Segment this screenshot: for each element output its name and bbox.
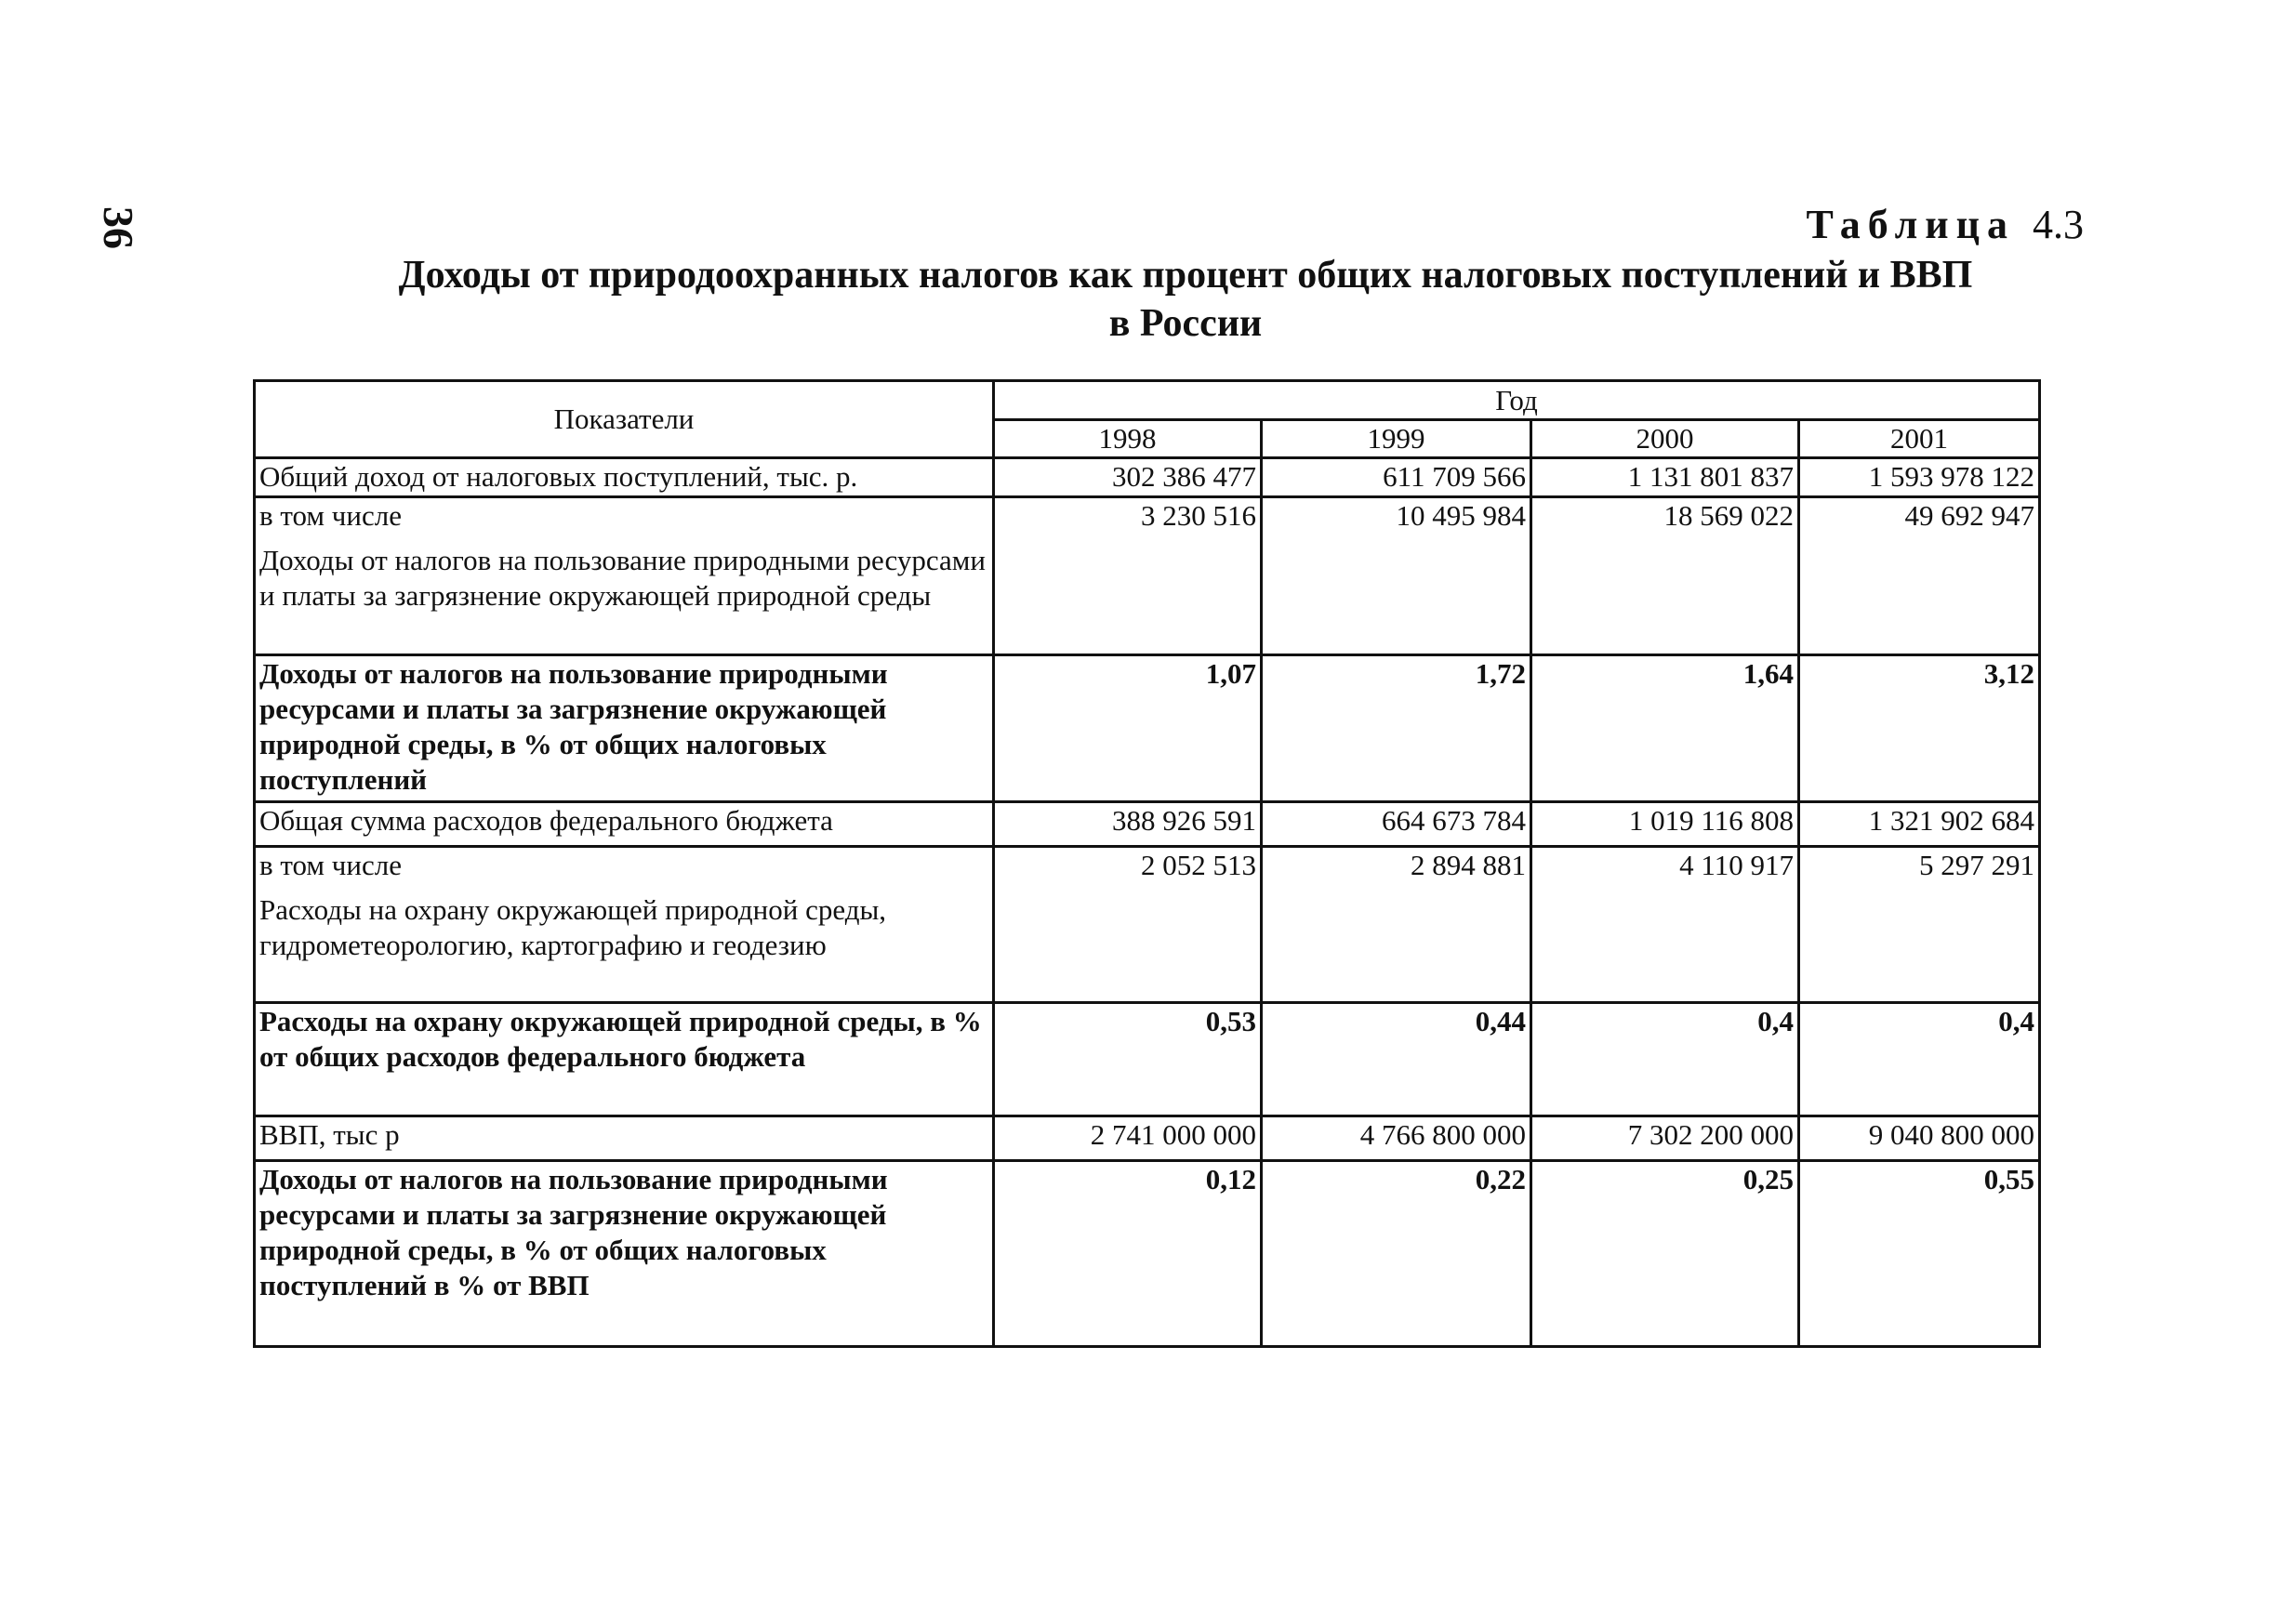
row-label: Общая сумма расходов федерального бюджета [255, 802, 994, 847]
row-sublabel: Доходы от налогов на пользование природными ресурсами и платы за загрязнение окружающей природной среды [259, 544, 987, 612]
table-row [255, 458, 2040, 497]
table-caption [1806, 201, 2084, 248]
header-year-2001: 2001 [1799, 420, 2040, 458]
row-sublabel: Расходы на охрану окружающей природной среды, гидрометеорологию, картографию и геодезию [259, 893, 887, 961]
row-value: 3 230 516 [994, 497, 1262, 655]
table-row [255, 497, 2040, 655]
row-value: 3,12 [1799, 655, 2040, 802]
header-year-1998: 1998 [994, 420, 1262, 458]
table-row [255, 1116, 2040, 1161]
row-label [255, 847, 994, 1003]
header-row-1 [255, 381, 2040, 420]
row-value: 0,53 [994, 1003, 1262, 1116]
row-label: Доходы от налогов на пользование природными ресурсами и платы за загрязнение окружающей природной среды, в % от общих налоговых поступлений в % от ВВП [255, 1161, 994, 1347]
row-value: 611 709 566 [1262, 458, 1531, 497]
title-line-1: Доходы от природоохранных налогов как процент общих налоговых поступлений и ВВП [398, 254, 1973, 297]
row-value: 1 131 801 837 [1531, 458, 1799, 497]
row-value: 302 386 477 [994, 458, 1262, 497]
row-value: 7 302 200 000 [1531, 1116, 1799, 1161]
title-line-2: в России [1108, 302, 1263, 345]
row-value: 0,44 [1262, 1003, 1531, 1116]
row-value: 1 019 116 808 [1531, 802, 1799, 847]
row-value: 2 052 513 [994, 847, 1262, 1003]
row-value: 1 321 902 684 [1799, 802, 2040, 847]
header-year: Год [994, 381, 2040, 420]
row-value: 2 741 000 000 [994, 1116, 1262, 1161]
row-value: 4 110 917 [1531, 847, 1799, 1003]
data-table [253, 379, 2041, 1348]
row-prefix: в том числе [259, 499, 402, 532]
table-row [255, 847, 2040, 1003]
row-value: 2 894 881 [1262, 847, 1531, 1003]
row-value: 0,55 [1799, 1161, 2040, 1347]
table-row [255, 655, 2040, 802]
row-value: 1,07 [994, 655, 1262, 802]
page-number: 36 [95, 206, 142, 249]
table-row [255, 802, 2040, 847]
row-prefix: в том числе [259, 849, 402, 881]
header-year-2000: 2000 [1531, 420, 1799, 458]
table-row [255, 1161, 2040, 1347]
row-value: 1,72 [1262, 655, 1531, 802]
row-value: 1,64 [1531, 655, 1799, 802]
row-label [255, 497, 994, 655]
row-value: 0,22 [1262, 1161, 1531, 1347]
row-value: 5 297 291 [1799, 847, 2040, 1003]
table-row [255, 1003, 2040, 1116]
row-value: 1 593 978 122 [1799, 458, 2040, 497]
row-label: Расходы на охрану окружающей природной среды, в % от общих расходов федерального бюджета [255, 1003, 994, 1116]
table-title [372, 251, 1999, 348]
row-label: Доходы от налогов на пользование природными ресурсами и платы за загрязнение окружающей природной среды, в % от общих налоговых поступлений [255, 655, 994, 802]
row-value: 4 766 800 000 [1262, 1116, 1531, 1161]
row-value: 9 040 800 000 [1799, 1116, 2040, 1161]
header-year-1999: 1999 [1262, 420, 1531, 458]
table-number: 4.3 [2033, 202, 2084, 247]
row-value: 388 926 591 [994, 802, 1262, 847]
row-value: 664 673 784 [1262, 802, 1531, 847]
row-value: 0,12 [994, 1161, 1262, 1347]
row-value: 18 569 022 [1531, 497, 1799, 655]
header-indicators: Показатели [255, 381, 994, 458]
table-label: Таблица [1806, 202, 2015, 247]
row-value: 0,4 [1799, 1003, 2040, 1116]
row-value: 0,25 [1531, 1161, 1799, 1347]
row-value: 10 495 984 [1262, 497, 1531, 655]
row-label: Общий доход от налоговых поступлений, тыс. р. [255, 458, 994, 497]
row-label: ВВП, тыс р [255, 1116, 994, 1161]
row-value: 0,4 [1531, 1003, 1799, 1116]
row-value: 49 692 947 [1799, 497, 2040, 655]
